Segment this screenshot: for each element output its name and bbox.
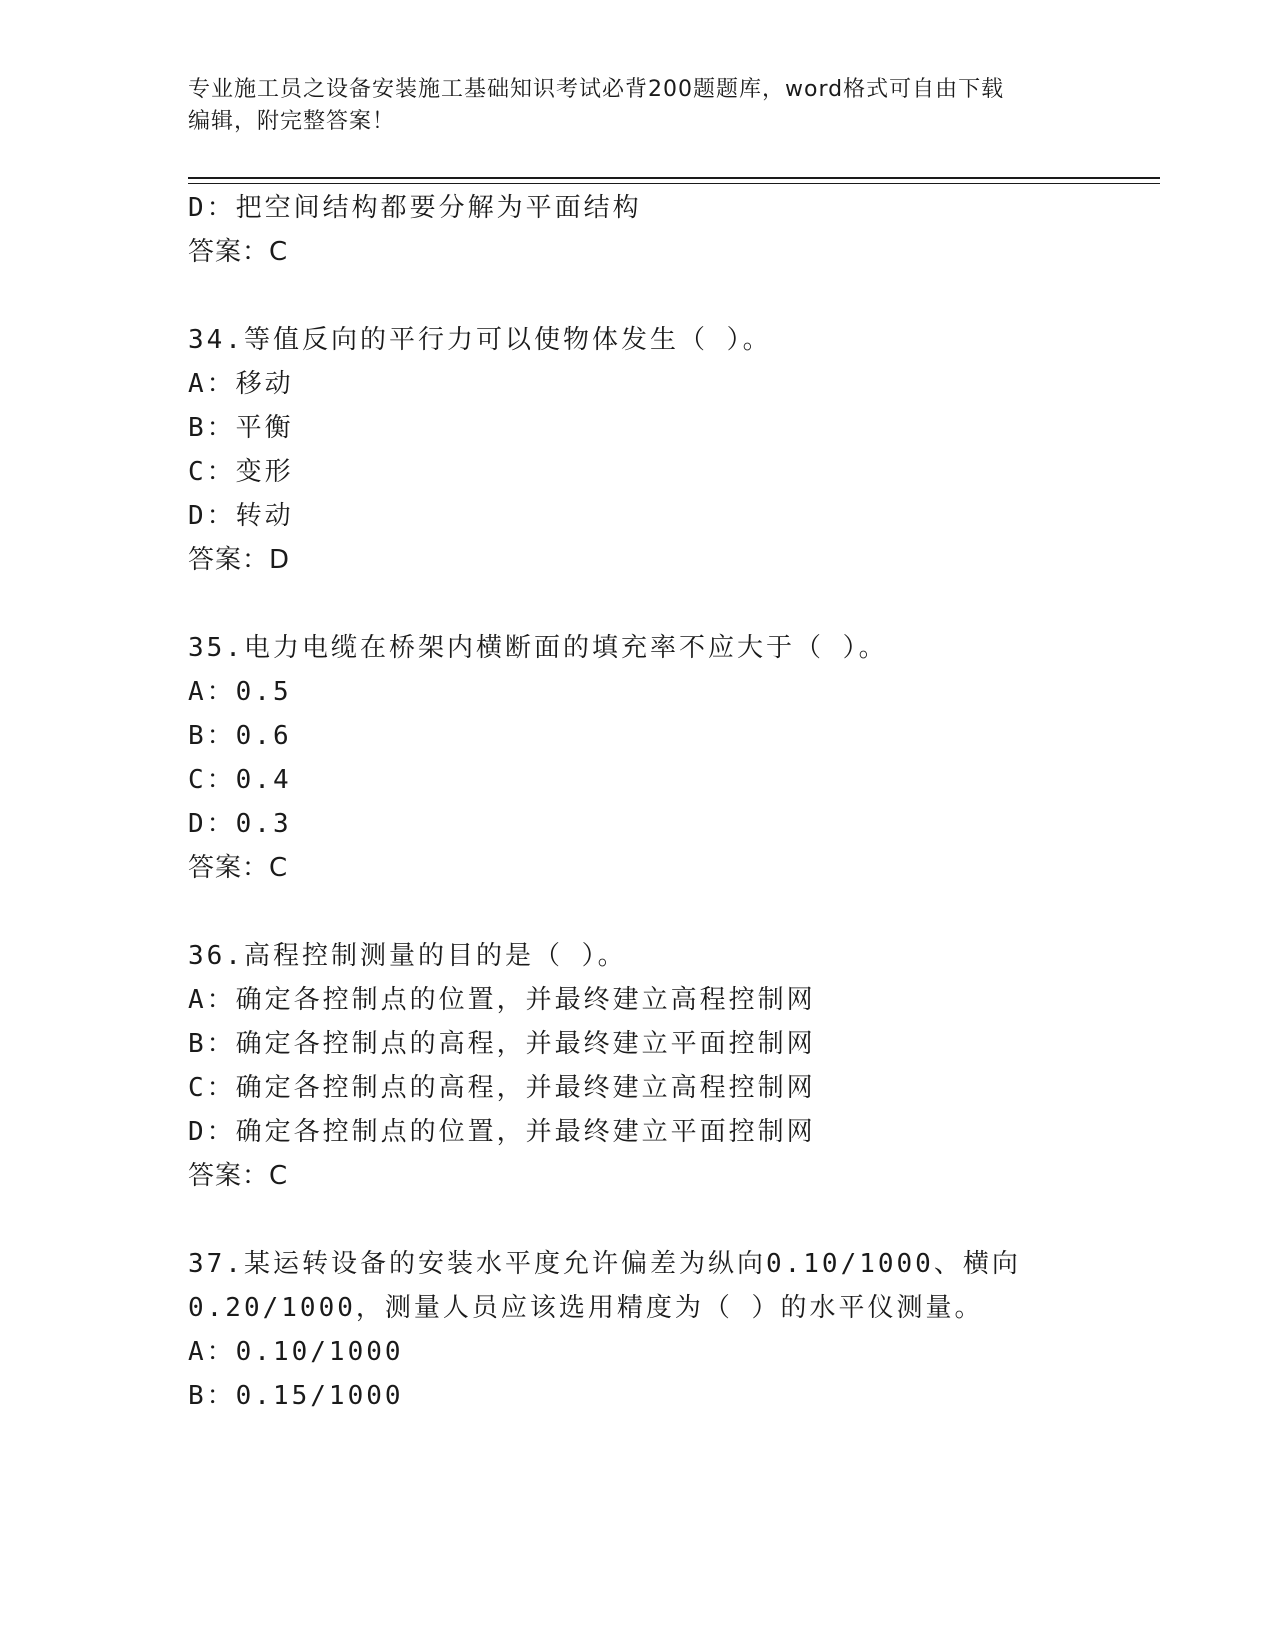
question-37-option-a: A：0.10/1000 (188, 1337, 404, 1367)
question-34-option-c: C：变形 (188, 457, 294, 487)
question-35-option-b: B：0.6 (188, 721, 292, 751)
question-36-option-b: B：确定各控制点的高程，并最终建立平面控制网 (188, 1029, 816, 1059)
document-header (188, 74, 1088, 138)
question-35-answer: 答案：C (188, 853, 289, 883)
question-36-answer: 答案：C (188, 1161, 289, 1191)
prev-answer: 答案：C (188, 237, 289, 267)
question-35-option-a: A：0.5 (188, 677, 292, 707)
question-34-option-b: B：平衡 (188, 413, 294, 443)
question-34-answer: 答案：D (188, 545, 291, 575)
question-34-stem: 34.等值反向的平行力可以使物体发生（ ）。 (188, 325, 772, 355)
prev-option-d: D：把空间结构都要分解为平面结构 (188, 193, 642, 223)
header-divider-thin (188, 183, 1160, 184)
header-title-line-1: 专业施工员之设备安装施工基础知识考试必背200题题库，word格式可自由下载 (188, 77, 1005, 102)
question-34-option-a: A：移动 (188, 369, 294, 399)
question-35-option-d: D：0.3 (188, 809, 292, 839)
question-37-option-b: B：0.15/1000 (188, 1381, 404, 1411)
question-36-option-d: D：确定各控制点的位置，并最终建立平面控制网 (188, 1117, 816, 1147)
question-36-option-c: C：确定各控制点的高程，并最终建立高程控制网 (188, 1073, 816, 1103)
header-divider-thick (188, 177, 1160, 179)
question-36-option-a: A：确定各控制点的位置，并最终建立高程控制网 (188, 985, 816, 1015)
question-34-option-d: D：转动 (188, 501, 294, 531)
question-37-stem-line-1: 37.某运转设备的安装水平度允许偏差为纵向0.10/1000、横向 (188, 1249, 1021, 1279)
question-35-stem: 35.电力电缆在桥架内横断面的填充率不应大于（ ）。 (188, 633, 888, 663)
question-37-stem-line-2: 0.20/1000，测量人员应该选用精度为（ ）的水平仪测量。 (188, 1293, 984, 1323)
question-36-stem: 36.高程控制测量的目的是（ ）。 (188, 941, 627, 971)
question-35-option-c: C：0.4 (188, 765, 292, 795)
header-title-line-2: 编辑，附完整答案！ (188, 109, 396, 134)
